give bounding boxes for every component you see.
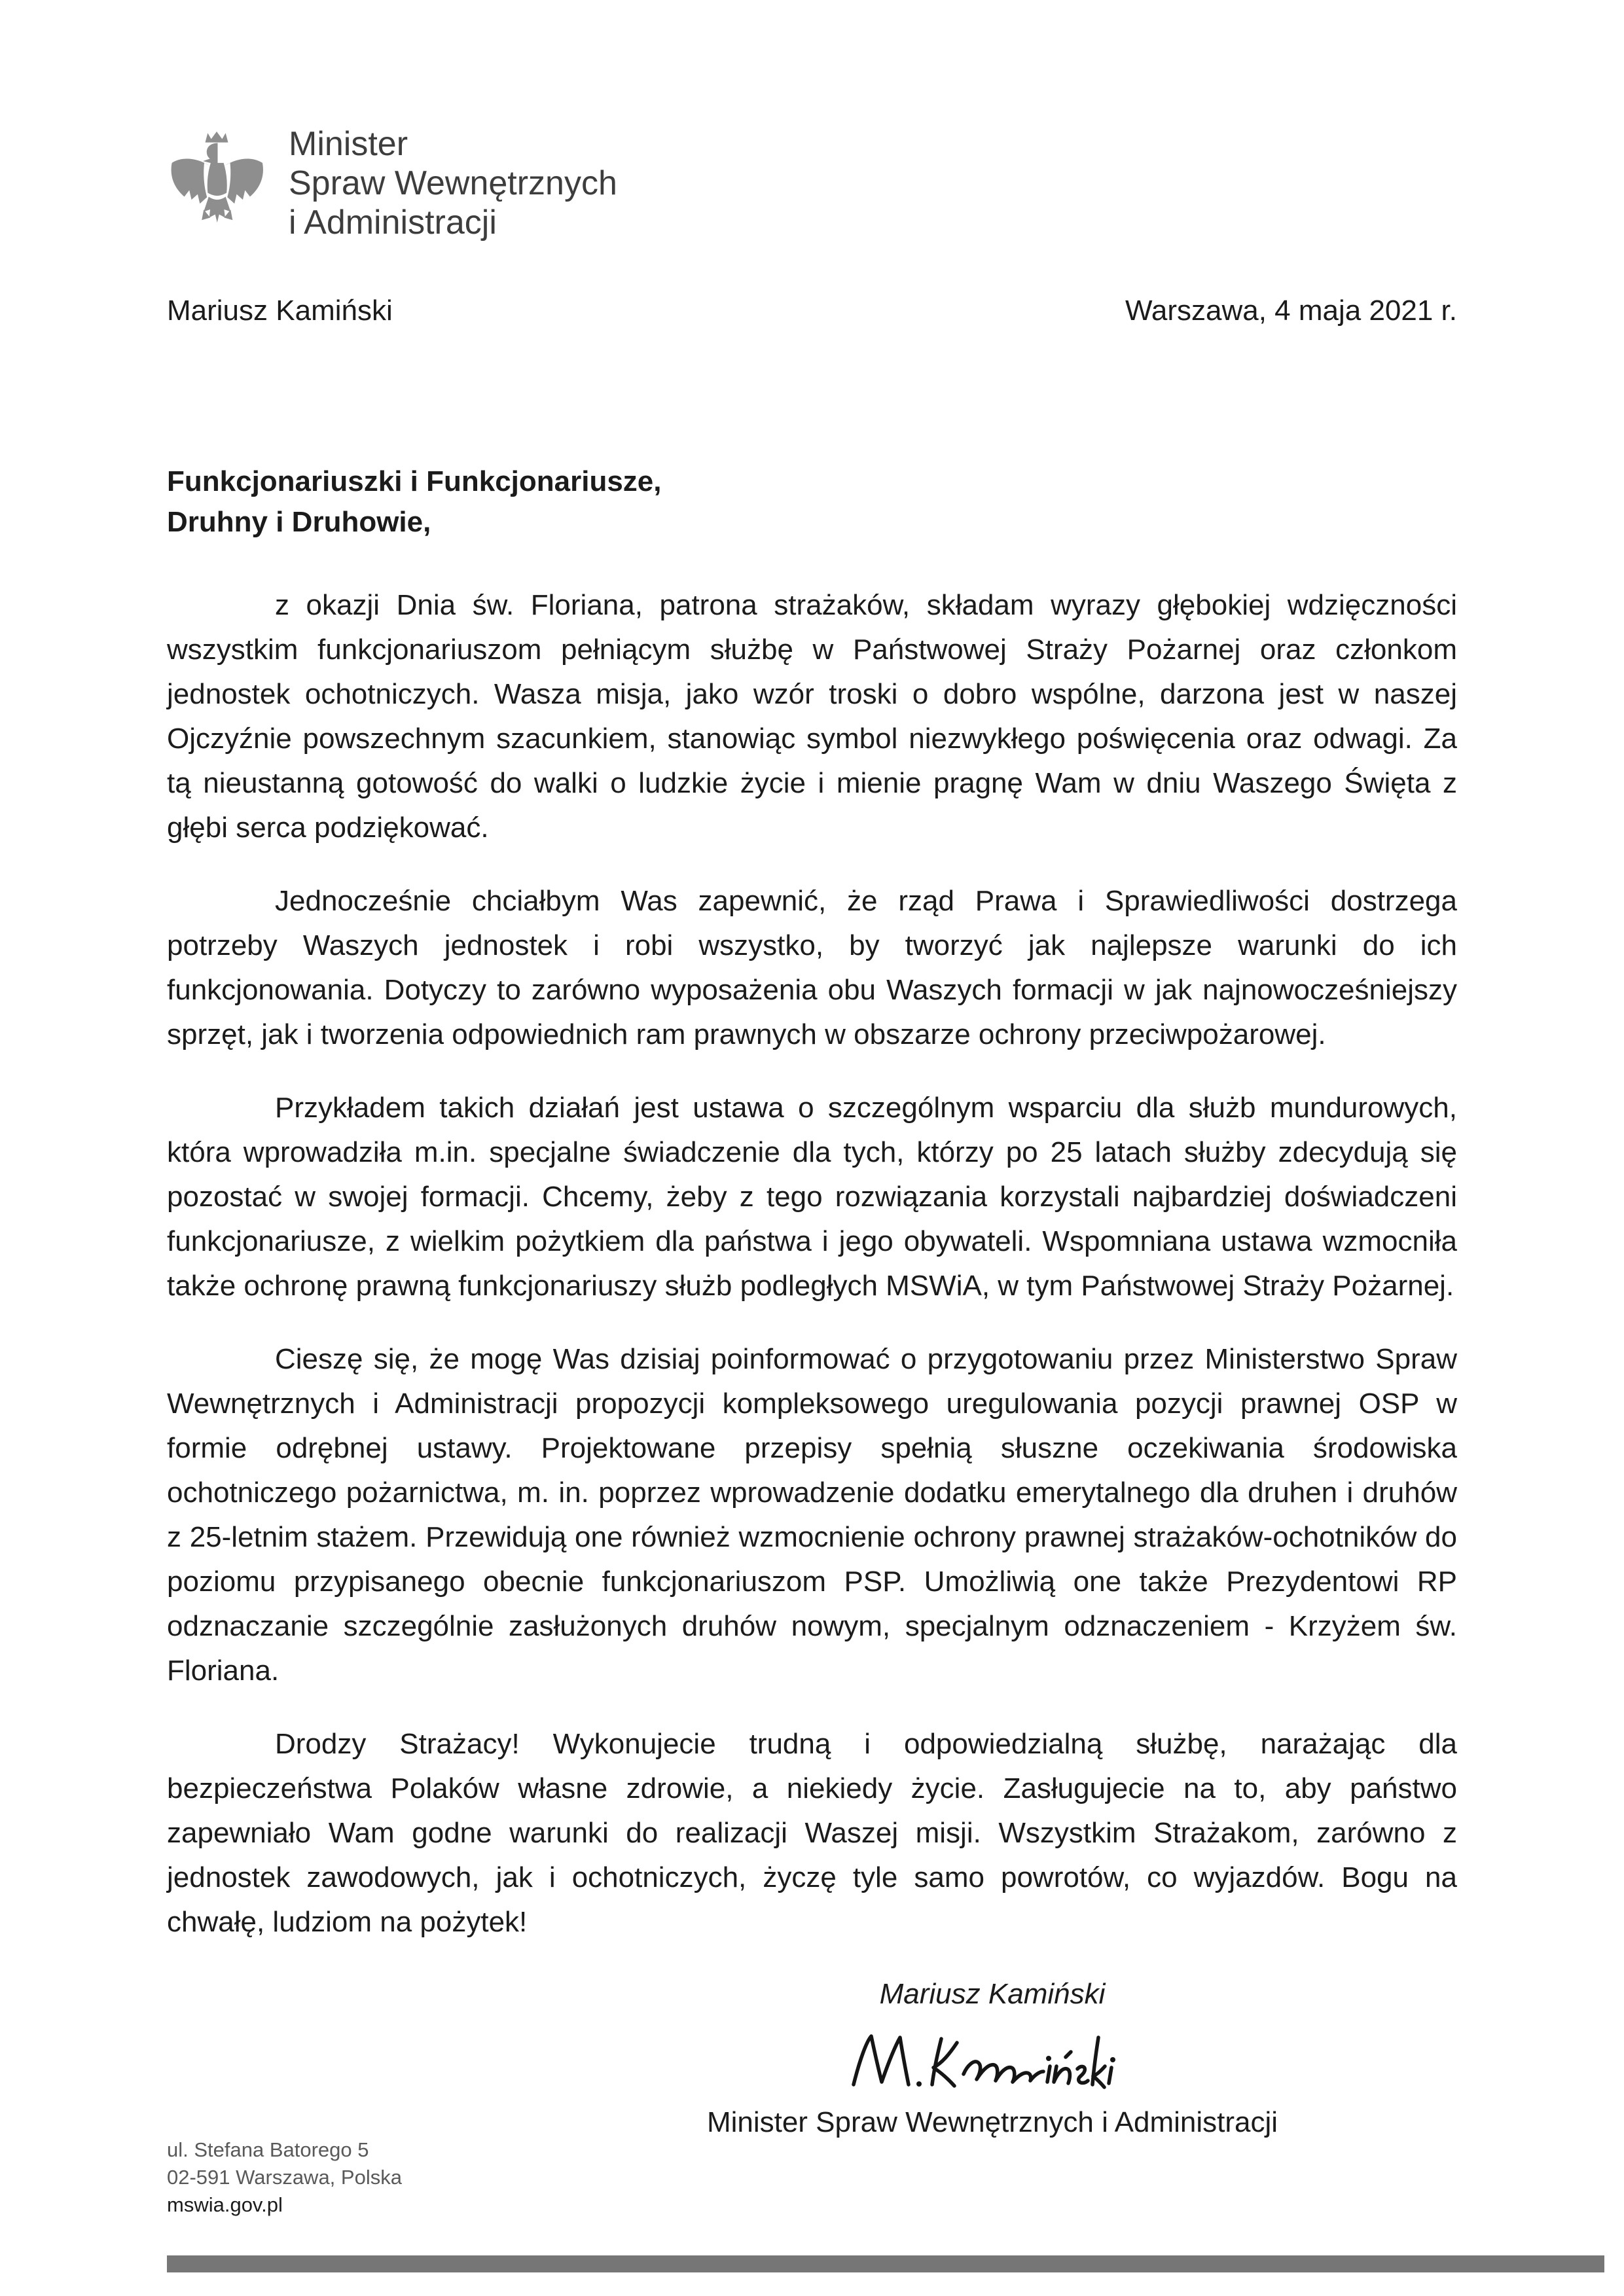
letter-body xyxy=(167,583,1457,1945)
polish-eagle-emblem-icon xyxy=(167,128,266,238)
salutation-line-1: Funkcjonariuszki i Funkcjonariusze, xyxy=(167,465,662,497)
meta-row xyxy=(167,295,1457,327)
sender-name: Mariusz Kamiński xyxy=(167,295,393,327)
footer-address-line-2: 02-591 Warszawa, Polska xyxy=(167,2166,402,2189)
paragraph-1: z okazji Dnia św. Floriana, patrona strażaków, składam wyrazy głębokiej wdzięczności wszystkim funkcjonariuszom pełniącym służbę w Państwowej Straży Pożarnej oraz członkom jednostek ochotniczych. Wasza misja, jako wzór troski o dobro wspólne, darzona jest w naszej Ojczyźnie powszechnym szacunkiem, stanowiąc symbol niezwykłego poświęcenia oraz odwagi. Za tą nieustanną gotowość do walki o ludzkie życie i mienie pragnę Wam w dniu Waszego Święta z głębi serca podziękować. xyxy=(167,589,1457,844)
footer xyxy=(167,2136,402,2219)
signature-handwriting-icon xyxy=(842,2026,1143,2099)
signature-name: Mariusz Kamiński xyxy=(879,1978,1106,2010)
salutation xyxy=(167,461,1457,543)
letterhead-title xyxy=(289,124,617,242)
paragraph-4: Cieszę się, że mogę Was dzisiaj poinformować o przygotowaniu przez Ministerstwo Spraw Wewnętrznych i Administracji propozycji kompleksowego uregulowania pozycji prawnej OSP w formie odrębnej ustawy. Projektowane przepisy spełnią słuszne oczekiwania środowiska ochotniczego pożarnictwa, m. in. poprzez wprowadzenie dodatku emerytalnego dla druhen i druhów z 25-letnim stażem. Przewidują one również wzmocnienie ochrony prawnej strażaków-ochotników do poziomu przypisanego obecnie funkcjonariuszom PSP. Umożliwią one także Prezydentowi RP odznaczanie szczególnie zasłużonych druhów nowym, specjalnym odznaczeniem - Krzyżem św. Floriana. xyxy=(167,1343,1457,1687)
footer-accent-bar xyxy=(167,2255,1604,2272)
footer-website-link[interactable]: mswia.gov.pl xyxy=(167,2193,283,2216)
paragraph-2: Jednocześnie chciałbym Was zapewnić, że rząd Prawa i Sprawiedliwości dostrzega potrzeby Waszych jednostek i robi wszystko, by tworzyć jak najlepsze warunki do ich funkcjonowania. Dotyczy to zarówno wyposażenia obu Waszych formacji w jak najnowocześniejszy sprzęt, jak i tworzenia odpowiednich ram prawnych w obszarze ochrony przeciwpożarowej. xyxy=(167,885,1457,1050)
letterhead-line-1: Minister xyxy=(289,125,408,163)
footer-address-line-1: ul. Stefana Batorego 5 xyxy=(167,2138,369,2161)
salutation-line-2: Druhny i Druhowie, xyxy=(167,506,431,538)
letterhead-line-3: i Administracji xyxy=(289,204,497,242)
signature-title: Minister Spraw Wewnętrznych i Administracji xyxy=(706,2106,1278,2138)
place-and-date: Warszawa, 4 maja 2021 r. xyxy=(1125,295,1457,327)
letterhead-line-2: Spraw Wewnętrznych xyxy=(289,164,617,202)
signature-block xyxy=(632,1975,1352,2142)
paragraph-5: Drodzy Strażacy! Wykonujecie trudną i odpowiedzialną służbę, narażając dla bezpieczeństwa Polaków własne zdrowie, a niekiedy życie. Zasługujecie na to, aby państwo zapewniało Wam godne warunki do realizacji Waszej misji. Wszystkim Strażakom, zarówno z jednostek zawodowych, jak i ochotniczych, życzę tyle samo powrotów, co wyjazdów. Bogu na chwałę, ludziom na pożytek! xyxy=(167,1728,1457,1938)
letterhead xyxy=(167,124,1457,242)
paragraph-3: Przykładem takich działań jest ustawa o szczególnym wsparciu dla służb mundurowych, która wprowadziła m.in. specjalne świadczenie dla tych, którzy po 25 latach służby zdecydują się pozostać w swojej formacji. Chcemy, żeby z tego rozwiązania korzystali najbardziej doświadczeni funkcjonariusze, z wielkim pożytkiem dla państwa i jego obywateli. Wspomniana ustawa wzmocniła także ochronę prawną funkcjonariuszy służb podległych MSWiA, w tym Państwowej Straży Pożarnej. xyxy=(167,1092,1457,1302)
